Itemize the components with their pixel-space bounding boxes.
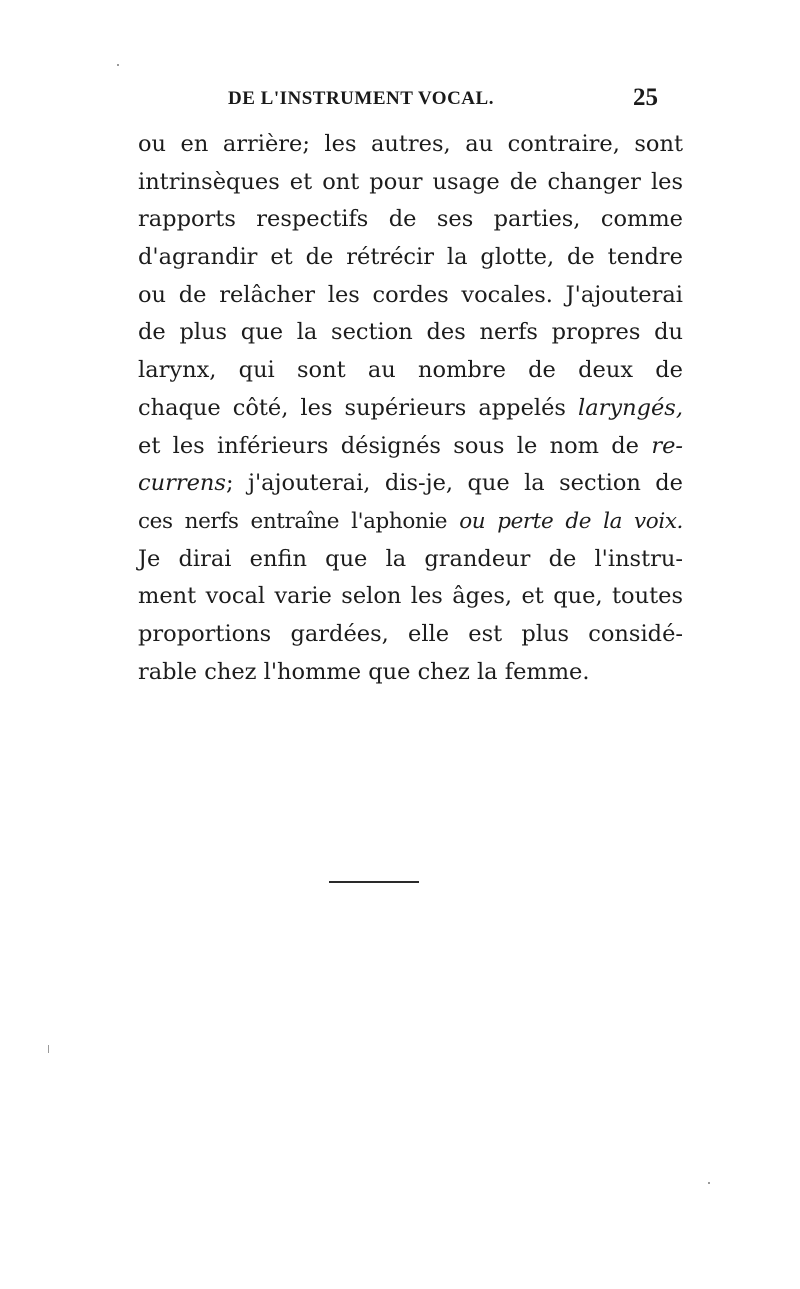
paper-speck xyxy=(48,1045,49,1053)
text-line-10 xyxy=(138,465,683,503)
italic-currens: currens xyxy=(138,470,226,497)
text-line-11-roman: ces nerfs entraîne l'aphonie xyxy=(138,508,448,534)
text-line-4: d'agrandir et de rétrécir la glotte, de tendre xyxy=(138,244,683,271)
text-line-1: ou en arrière; les autres, au contraire, sont xyxy=(138,131,683,157)
text-line-3: rapports respectifs de ses parties, comme xyxy=(138,206,683,233)
text-line-11 xyxy=(138,503,683,541)
running-head xyxy=(228,84,658,118)
paper-speck xyxy=(708,1182,710,1184)
text-line-10-roman: ; j'ajouterai, dis-je, que la section de xyxy=(225,470,683,497)
italic-perte: ou perte de la voix. xyxy=(459,508,683,534)
text-line-8 xyxy=(138,390,683,428)
text-line-6: de plus que la section des nerfs propres du xyxy=(138,319,683,346)
text-line-14: proportions gardées, elle est plus considé- xyxy=(138,620,683,647)
italic-re: re- xyxy=(651,432,683,459)
italic-laryngés: laryngés, xyxy=(578,394,683,421)
page-number: 25 xyxy=(633,84,658,111)
text-line-9-roman: et les inférieurs désignés sous le nom de xyxy=(138,432,639,459)
end-rule xyxy=(329,881,419,883)
paper-speck xyxy=(117,64,119,66)
body-text xyxy=(138,126,683,691)
text-line-15: rable chez l'homme que chez la femme. xyxy=(138,658,590,685)
text-line-7: larynx, qui sont au nombre de deux de xyxy=(138,357,683,384)
running-title: DE L'INSTRUMENT VOCAL. xyxy=(228,88,494,109)
text-line-12: Je dirai enfin que la grandeur de l'instru- xyxy=(138,545,683,572)
text-line-5: ou de relâcher les cordes vocales. J'ajouterai xyxy=(138,281,683,308)
text-line-13: ment vocal varie selon les âges, et que, toutes xyxy=(138,583,683,610)
text-line-8-roman: chaque côté, les supérieurs appelés xyxy=(138,394,566,421)
text-line-2: intrinsèques et ont pour usage de changer les xyxy=(138,168,683,195)
text-line-9 xyxy=(138,428,683,466)
